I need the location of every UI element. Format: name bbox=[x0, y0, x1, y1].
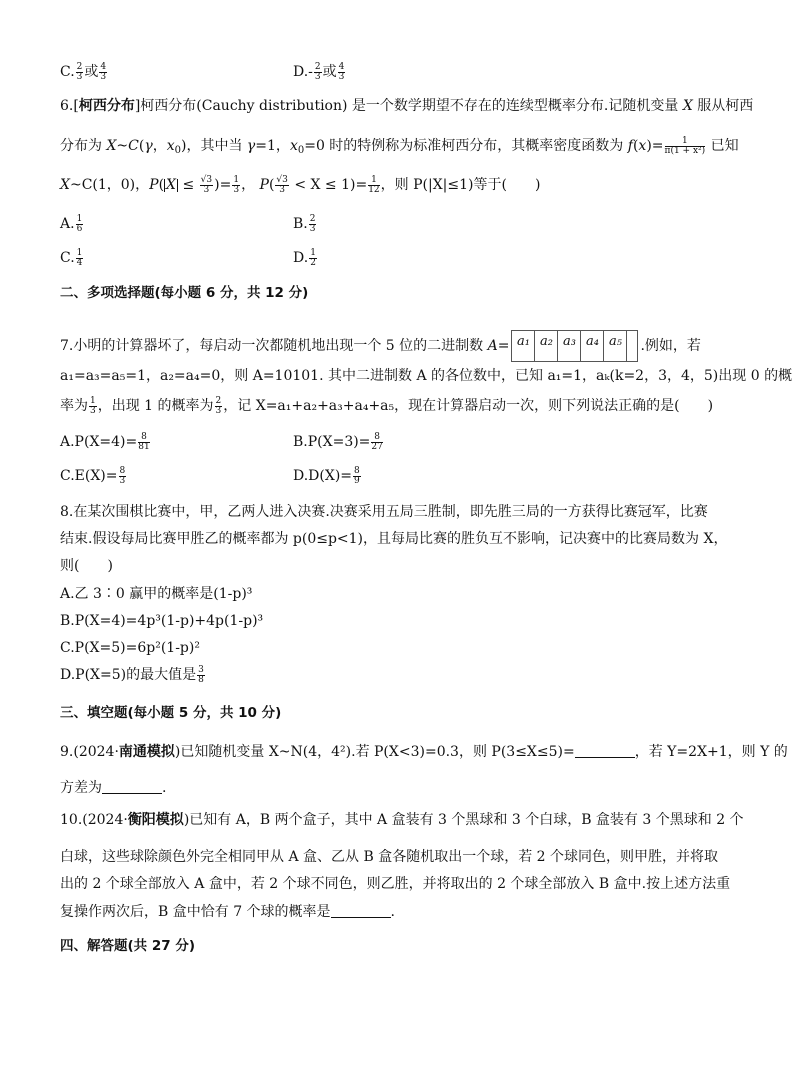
q8-option-d: D.P(X=5)的最大值是 $\frac{3}{8}$ bbox=[60, 664, 204, 685]
q8-option-b: B.P(X=4)=4p³(1-p)+4p(1-p)³ bbox=[60, 613, 264, 629]
q10-line-2: 白球，这些球除颜色外完全相同甲从 A 盒、乙从 B 盒各随机取出一个球，若 2 个球同色，则甲胜，并将取 bbox=[60, 849, 719, 865]
q5-option-d: D.- $\frac{2}{3}$ 或 $\frac{4}{3}$ bbox=[293, 61, 345, 82]
q6-option-b: B. $\frac{2}{3}$ bbox=[293, 213, 316, 234]
q6-option-c: C. $\frac{1}{4}$ bbox=[60, 247, 83, 268]
q7-line-1: 7.小明的计算器坏了，每启动一次都随机地出现一个 5 位的二进制数 A= a₁ a₂ a₃ a₄ a₅ .例如，若 bbox=[60, 330, 701, 362]
q6-option-a: A. $\frac{1}{6}$ bbox=[60, 213, 83, 234]
q5-option-c: C. $\frac{2}{3}$ 或 $\frac{4}{3}$ bbox=[60, 61, 107, 82]
q7-option-a: A.P(X=4)= $\frac{8}{81}$ bbox=[60, 431, 150, 452]
q8-line-2: 结束.假设每局比赛甲胜乙的概率都为 p(0≤p<1)，且每局比赛的胜负互不影响，记决赛中的比赛局数为 X， bbox=[60, 531, 728, 547]
binary-digit-boxes: a₁ a₂ a₃ a₄ a₅ bbox=[511, 330, 638, 362]
q10-line-3: 出的 2 个球全部放入 A 盒中，若 2 个球不同色，则乙胜，并将取出的 2 个球全部放入 B 盒中.按上述方法重 bbox=[60, 876, 731, 892]
q10-line-1: 10.(2024·衡阳模拟)已知有 A，B 两个盒子，其中 A 盒装有 3 个黑球和 3 个白球，B 盒装有 3 个黑球和 2 个 bbox=[60, 812, 744, 828]
q6-line-1: 6.[柯西分布]柯西分布(Cauchy distribution) 是一个数学期望不存在的连续型概率分布.记随机变量 X 服从柯西 bbox=[60, 98, 754, 114]
q8-option-c: C.P(X=5)=6p²(1-p)² bbox=[60, 640, 200, 656]
section-3-heading: 三、填空题(每小题 5 分，共 10 分) bbox=[60, 705, 282, 721]
answer-blank bbox=[575, 743, 635, 758]
q7-option-b: B.P(X=3)= $\frac{8}{27}$ bbox=[293, 431, 383, 452]
answer-blank bbox=[331, 903, 391, 918]
q6-option-d: D. $\frac{1}{2}$ bbox=[293, 247, 316, 268]
q10-line-4: 复操作两次后，B 盒中恰有 7 个球的概率是 . bbox=[60, 904, 395, 920]
q9-line-2: 方差为 . bbox=[60, 780, 167, 796]
q8-line-1: 8.在某次围棋比赛中，甲，乙两人进入决赛.决赛采用五局三胜制，即先胜三局的一方获得比赛冠军，比赛 bbox=[60, 504, 708, 520]
q9-line-1: 9.(2024·南通模拟)已知随机变量 X~N(4，4²).若 P(X<3)=0.3，则 P(3≤X≤5)= ，若 Y=2X+1，则 Y 的 bbox=[60, 744, 788, 760]
section-2-heading: 二、多项选择题(每小题 6 分，共 12 分) bbox=[60, 285, 309, 301]
q7-option-c: C.E(X)= $\frac{8}{3}$ bbox=[60, 465, 126, 486]
q7-line-2: a₁=a₃=a₅=1，a₂=a₄=0，则 A=10101. 其中二进制数 A 的各位数中，已知 a₁=1，aₖ(k=2，3，4，5)出现 0 的概 bbox=[60, 368, 793, 384]
q7-line-3: 率为 $\frac{1}{3}$ ，出现 1 的概率为 $\frac{2}{3}$ ，记 X=a₁+a₂+a₃+a₄+a₅，现在计算器启动一次，则下列说法正确的是( ) bbox=[60, 395, 714, 416]
section-4-heading: 四、解答题(共 27 分) bbox=[60, 938, 196, 954]
q8-option-a: A.乙 3∶0 赢甲的概率是(1-p)³ bbox=[60, 586, 253, 602]
q7-option-d: D.D(X)= $\frac{8}{9}$ bbox=[293, 465, 360, 486]
q8-line-3: 则( ) bbox=[60, 558, 113, 574]
answer-blank bbox=[102, 779, 162, 794]
q6-line-2: 分布为 X~C(γ，$x_0$)，其中当 γ=1，$x_0=0$ 时的特例称为标准柯西分布，其概率密度函数为 f(x)= $\frac{1}{\text{π(1 + x²)}}$ 已知 bbox=[60, 135, 739, 156]
q6-line-3: X~C(1，0)，P( X ≤ $\frac{√3}{3}$ )= $\frac{1}{3}$ ， P( $\frac{√3}{3}$ < X ≤ 1)= $\frac{1}{12}$ ，则 P(|X|≤1)等于( ) bbox=[60, 174, 541, 195]
